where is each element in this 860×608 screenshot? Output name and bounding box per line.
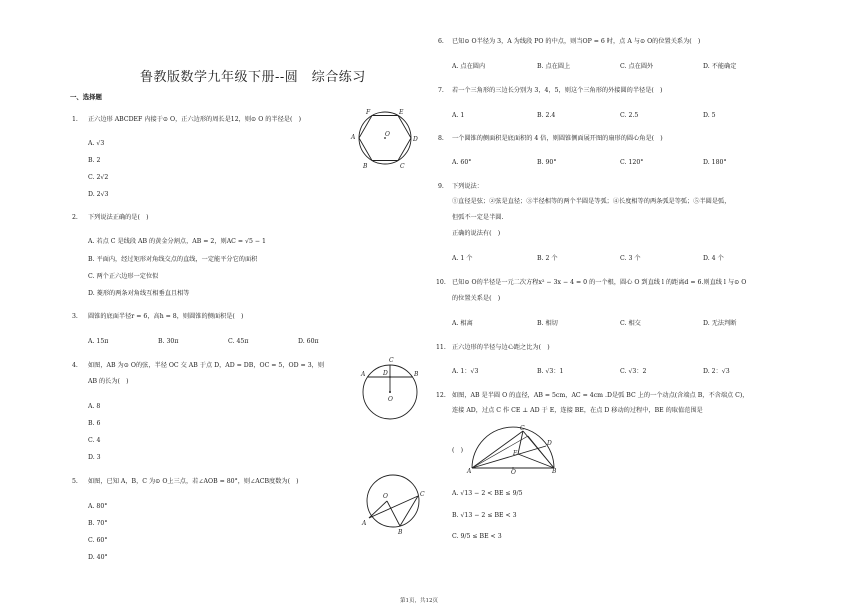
question-10-number: 10.: [436, 279, 446, 286]
question-5-option-a: A. 80°: [88, 503, 108, 510]
chord-label-d: D: [383, 370, 388, 377]
question-3-option-b: B. 30π: [158, 338, 179, 345]
question-4-option-b: B. 6: [88, 420, 101, 427]
question-4-option-c: C. 4: [88, 437, 101, 444]
question-1-option-c: C. 2√2: [88, 174, 109, 181]
question-10-option-d: D. 无法判断: [703, 320, 737, 327]
question-1-option-d: D. 2√3: [88, 191, 109, 198]
question-7-stem: 若一个三角形的三边长分别为 3，4，5，则这个三角形的外接圆的半径是( ): [452, 87, 663, 94]
question-9-stem-line3: 但弧不一定是半圆.: [452, 214, 504, 221]
question-8-option-a: A. 60°: [452, 159, 472, 166]
question-3-option-d: D. 60π: [298, 338, 319, 345]
question-1-option-b: B. 2: [88, 157, 101, 164]
question-5-option-d: D. 40°: [88, 554, 108, 561]
question-2-number: 2.: [72, 214, 78, 221]
question-10-stem-line2: 的位置关系是( ): [452, 295, 501, 302]
question-5-number: 5.: [72, 478, 78, 485]
question-2-option-a: A. 若点 C 是线段 AB 的黄金分割点，AB = 2，则AC = √5 − 1: [88, 238, 266, 245]
question-11-number: 11.: [436, 344, 446, 351]
chord-label-b: B: [414, 371, 418, 378]
question-2-option-c: C. 两个正六边形一定位似: [88, 273, 159, 280]
question-9-stem-line4: 正确的说法有( ): [452, 230, 501, 237]
hexagon-label-o: O: [385, 131, 390, 138]
inscribed-label-a: A: [362, 520, 367, 527]
question-6-stem: 已知⊙ O半径为 3，A 为线段 PO 的中点，则当OP = 6 时，点 A 与⊙ O的位置关系为( ): [452, 38, 701, 45]
question-8-option-b: B. 90°: [537, 159, 557, 166]
question-10-option-c: C. 相交: [620, 320, 641, 327]
question-11-option-d: D. 2：√3: [703, 368, 730, 375]
chord-label-a: A: [361, 371, 366, 378]
question-10-stem: 已知⊙ O的半径是一元二次方程x² − 3x − 4 = 0 的一个根，圆心 O 到直线 l 的距离d = 6.则直线 l 与⊙ O: [452, 279, 747, 286]
question-7-number: 7.: [438, 87, 444, 94]
inscribed-label-c: C: [420, 491, 425, 498]
question-4-option-d: D. 3: [88, 454, 101, 461]
question-9-option-d: D. 4 个: [703, 255, 724, 262]
question-12-stem: 如图，AB 是半圆 O 的直径，AB = 5cm，AC = 4cm .D是弧 BC 上的一个动点(含端点 B，不含端点 C)，: [452, 392, 749, 399]
question-6-option-a: A. 点在圆内: [452, 63, 486, 70]
question-5-option-b: B. 70°: [88, 520, 108, 527]
question-6-option-d: D. 不能确定: [703, 63, 737, 70]
question-8-number: 8.: [438, 135, 444, 142]
inscribed-angle-figure: [360, 470, 430, 538]
question-11-option-c: C. √3：2: [620, 368, 647, 375]
question-5-stem: 如图，已知 A，B，C 为⊙ O上三点，若∠AOB = 80°，则∠ACB度数为( ): [88, 478, 299, 485]
question-8-stem: 一个圆锥的侧面积是底面积的 4 倍，则圆锥侧面展开图的扇形的圆心角是( ): [452, 135, 663, 142]
question-12-option-c: C. 9/5 ≤ BE < 3: [452, 533, 502, 540]
hexagon-figure: [348, 106, 422, 170]
question-9-stem-line2: ①直径是弦；②弦是直径；③半径相等的两个半圆是等弧；④长度相等的两条弧是等弧；⑤半圆是弧，: [452, 198, 731, 205]
semicircle-label-a: A: [467, 468, 472, 474]
semicircle-label-e: E: [513, 450, 518, 457]
question-9-option-b: B. 2 个: [537, 255, 558, 262]
hexagon-label-a: A: [351, 134, 356, 141]
question-12-option-a: A. √13 − 2 < BE ≤ 9/5: [452, 490, 523, 497]
semicircle-label-c: C: [520, 425, 525, 432]
question-9-number: 9.: [438, 183, 444, 190]
question-1-number: 1.: [72, 116, 78, 123]
chord-label-c: C: [389, 357, 394, 364]
page-title: 鲁教版数学九年级下册--圆 综合练习: [140, 70, 366, 85]
question-1-option-a: A. √3: [88, 140, 105, 147]
semicircle-label-b: B: [552, 468, 556, 474]
question-7-option-a: A. 1: [452, 112, 465, 119]
question-4-number: 4.: [72, 362, 78, 369]
question-10-option-b: B. 相切: [537, 320, 558, 327]
question-11-option-b: B. √3：1: [537, 368, 564, 375]
hexagon-label-c: C: [400, 163, 405, 170]
question-2-option-d: D. 菱形的两条对角线互相垂直且相等: [88, 290, 190, 297]
question-1-stem: 正六边形 ABCDEF 内接于⊙ O，正六边形的周长是12，则⊙ O 的半径是( ): [88, 116, 301, 123]
question-3-stem: 圆锥的底面半径r = 6，高h = 8，则圆锥的侧面积是( ): [88, 313, 244, 320]
question-12-stem-line2: 连接 AD，过点 C 作 CE ⊥ AD 于 E，连接 BE，在点 D 移动的过程中，BE 的取值范围是: [452, 407, 703, 414]
question-9-option-a: A. 1 个: [452, 255, 473, 262]
question-8-option-d: D. 180°: [703, 159, 727, 166]
question-7-option-c: C. 2.5: [620, 112, 639, 119]
hexagon-label-b: B: [363, 163, 368, 170]
chord-figure: [358, 354, 418, 424]
question-3-number: 3.: [72, 313, 78, 320]
hexagon-label-e: E: [399, 109, 404, 116]
question-2-option-b: B. 平面内，经过矩形对角线交点的直线，一定能平分它的面积: [88, 256, 258, 263]
question-2-stem: 下列说法正确的是( ): [88, 214, 149, 221]
question-6-option-c: C. 点在圆外: [620, 63, 654, 70]
question-12-option-b: B. √13 − 2 ≤ BE < 3: [452, 512, 517, 519]
question-4-stem-line2: AB 的长为( ): [88, 378, 129, 385]
inscribed-label-b: B: [398, 529, 403, 536]
question-12-number: 12.: [436, 392, 446, 399]
question-6-option-b: B. 点在圆上: [537, 63, 571, 70]
question-9-option-c: C. 3 个: [620, 255, 641, 262]
question-6-number: 6.: [438, 38, 444, 45]
question-11-option-a: A. 1：√3: [452, 368, 479, 375]
question-11-stem: 正六边形的半径与边心距之比为( ): [452, 344, 550, 351]
question-7-option-b: B. 2.4: [537, 112, 556, 119]
question-3-option-c: C. 45π: [228, 338, 249, 345]
chord-label-o: O: [388, 396, 393, 403]
question-8-option-c: C. 120°: [620, 159, 644, 166]
question-5-option-c: C. 60°: [88, 537, 108, 544]
semicircle-figure: [466, 424, 556, 474]
hexagon-label-f: F: [366, 109, 371, 116]
question-12-stem-line3: ( ): [452, 447, 464, 454]
question-3-option-a: A. 15π: [88, 338, 109, 345]
semicircle-label-o: O: [511, 469, 516, 474]
question-9-stem: 下列说法：: [452, 183, 483, 190]
question-7-option-d: D. 5: [703, 112, 716, 119]
question-4-stem: 如图，AB 为⊙ O的弦，半径 OC 交 AB 于点 D，AD = DB，OC = 5，OD = 3，则: [88, 362, 325, 369]
hexagon-label-d: D: [413, 136, 418, 143]
page-footer: 第1页，共12页: [400, 598, 438, 604]
section-heading: 一、选择题: [70, 93, 102, 101]
inscribed-label-o: O: [383, 493, 388, 500]
question-4-option-a: A. 8: [88, 403, 101, 410]
semicircle-label-d: D: [547, 440, 552, 447]
question-10-option-a: A. 相离: [452, 320, 473, 327]
